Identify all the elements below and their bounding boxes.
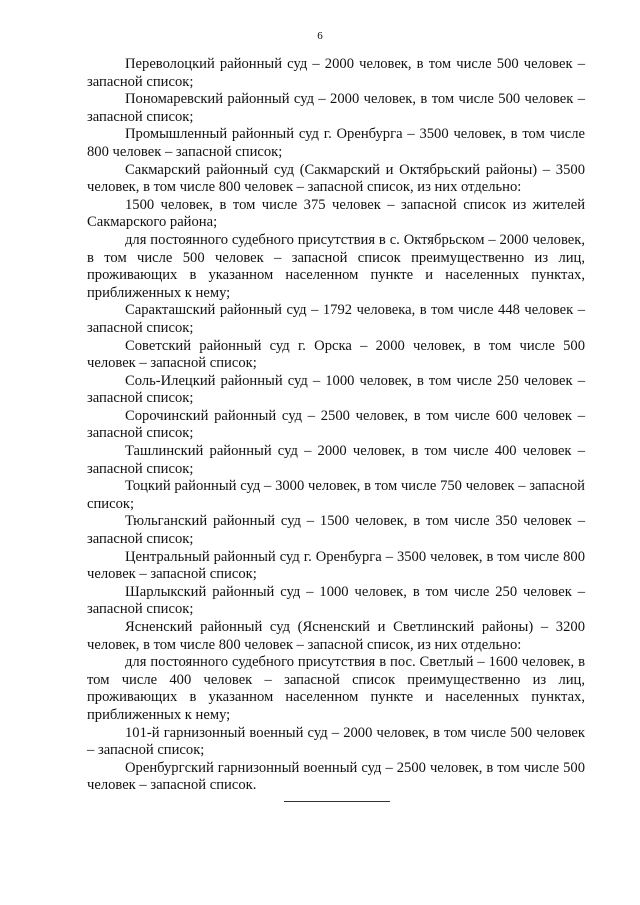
paragraph-totsky: Тоцкий районный суд – 3000 человек, в том числе 750 человек – запасной список; [87, 478, 585, 512]
paragraph-tsentralny: Центральный районный суд г. Оренбурга – 3500 человек, в том числе 800 человек – запасной список; [87, 548, 585, 583]
page-number: 6 [317, 30, 323, 42]
paragraph-tyulgansky: Тюльганский районный суд – 1500 человек, в том числе 350 человек – запасной список; [87, 513, 585, 548]
document-body [87, 56, 585, 795]
paragraph-sorochinsky: Сорочинский районный суд – 2500 человек, в том числе 600 человек – запасной список; [87, 407, 585, 442]
paragraph-saraktashsky: Саракташский районный суд – 1792 человека, в том числе 448 человек – запасной список; [87, 302, 585, 336]
paragraph-sakmarsky: Сакмарский районный суд (Сакмарский и Октябрьский районы) – 3500 человек, в том числе 800 человек – запасной список, из них отдельно: [87, 161, 585, 196]
paragraph-perevolotsky: Переволоцкий районный суд – 2000 человек, в том числе 500 человек – запасной список; [87, 56, 585, 90]
paragraph-svetly-presence: для постоянного судебного присутствия в пос. Светлый – 1600 человек, в том числе 400 человек – запасной список преимущественно из лиц, проживающих в указанном населенном пункте и населенных пунктах, приближенных к нему; [87, 654, 585, 723]
paragraph-sakmarsky-residents: 1500 человек, в том числе 375 человек – запасной список из жителей Сакмарского района; [87, 196, 585, 231]
paragraph-ponomarevsky: Пономаревский районный суд – 2000 человек, в том числе 500 человек – запасной список; [87, 91, 585, 125]
closing-rule [284, 801, 390, 802]
paragraph-oktyabrskoe-presence: для постоянного судебного присутствия в с. Октябрьском – 2000 человек, в том числе 500 человек – запасной список преимущественно из лиц, проживающих в указанном населенном пункте и населенных пунктах, приближенных к нему; [87, 231, 585, 301]
paragraph-promyshlenny: Промышленный районный суд г. Оренбурга – 3500 человек, в том числе 800 человек – запасной список; [87, 126, 585, 160]
paragraph-yasnensky: Ясненский районный суд (Ясненский и Светлинский районы) – 3200 человек, в том числе 800 человек – запасной список, из них отдельно: [87, 619, 585, 653]
paragraph-sol-iletsky: Соль-Илецкий районный суд – 1000 человек, в том числе 250 человек – запасной список; [87, 372, 585, 407]
paragraph-sharlyksky: Шарлыкский районный суд – 1000 человек, в том числе 250 человек – запасной список; [87, 583, 585, 618]
paragraph-sovetsky-orsk: Советский районный суд г. Орска – 2000 человек, в том числе 500 человек – запасной список; [87, 337, 585, 372]
paragraph-tashlinsky: Ташлинский районный суд – 2000 человек, в том числе 400 человек – запасной список; [87, 443, 585, 477]
paragraph-101-garrison: 101-й гарнизонный военный суд – 2000 человек, в том числе 500 человек – запасной список; [87, 724, 585, 759]
paragraph-orenburg-garrison: Оренбургский гарнизонный военный суд – 2500 человек, в том числе 500 человек – запасной список. [87, 759, 585, 794]
